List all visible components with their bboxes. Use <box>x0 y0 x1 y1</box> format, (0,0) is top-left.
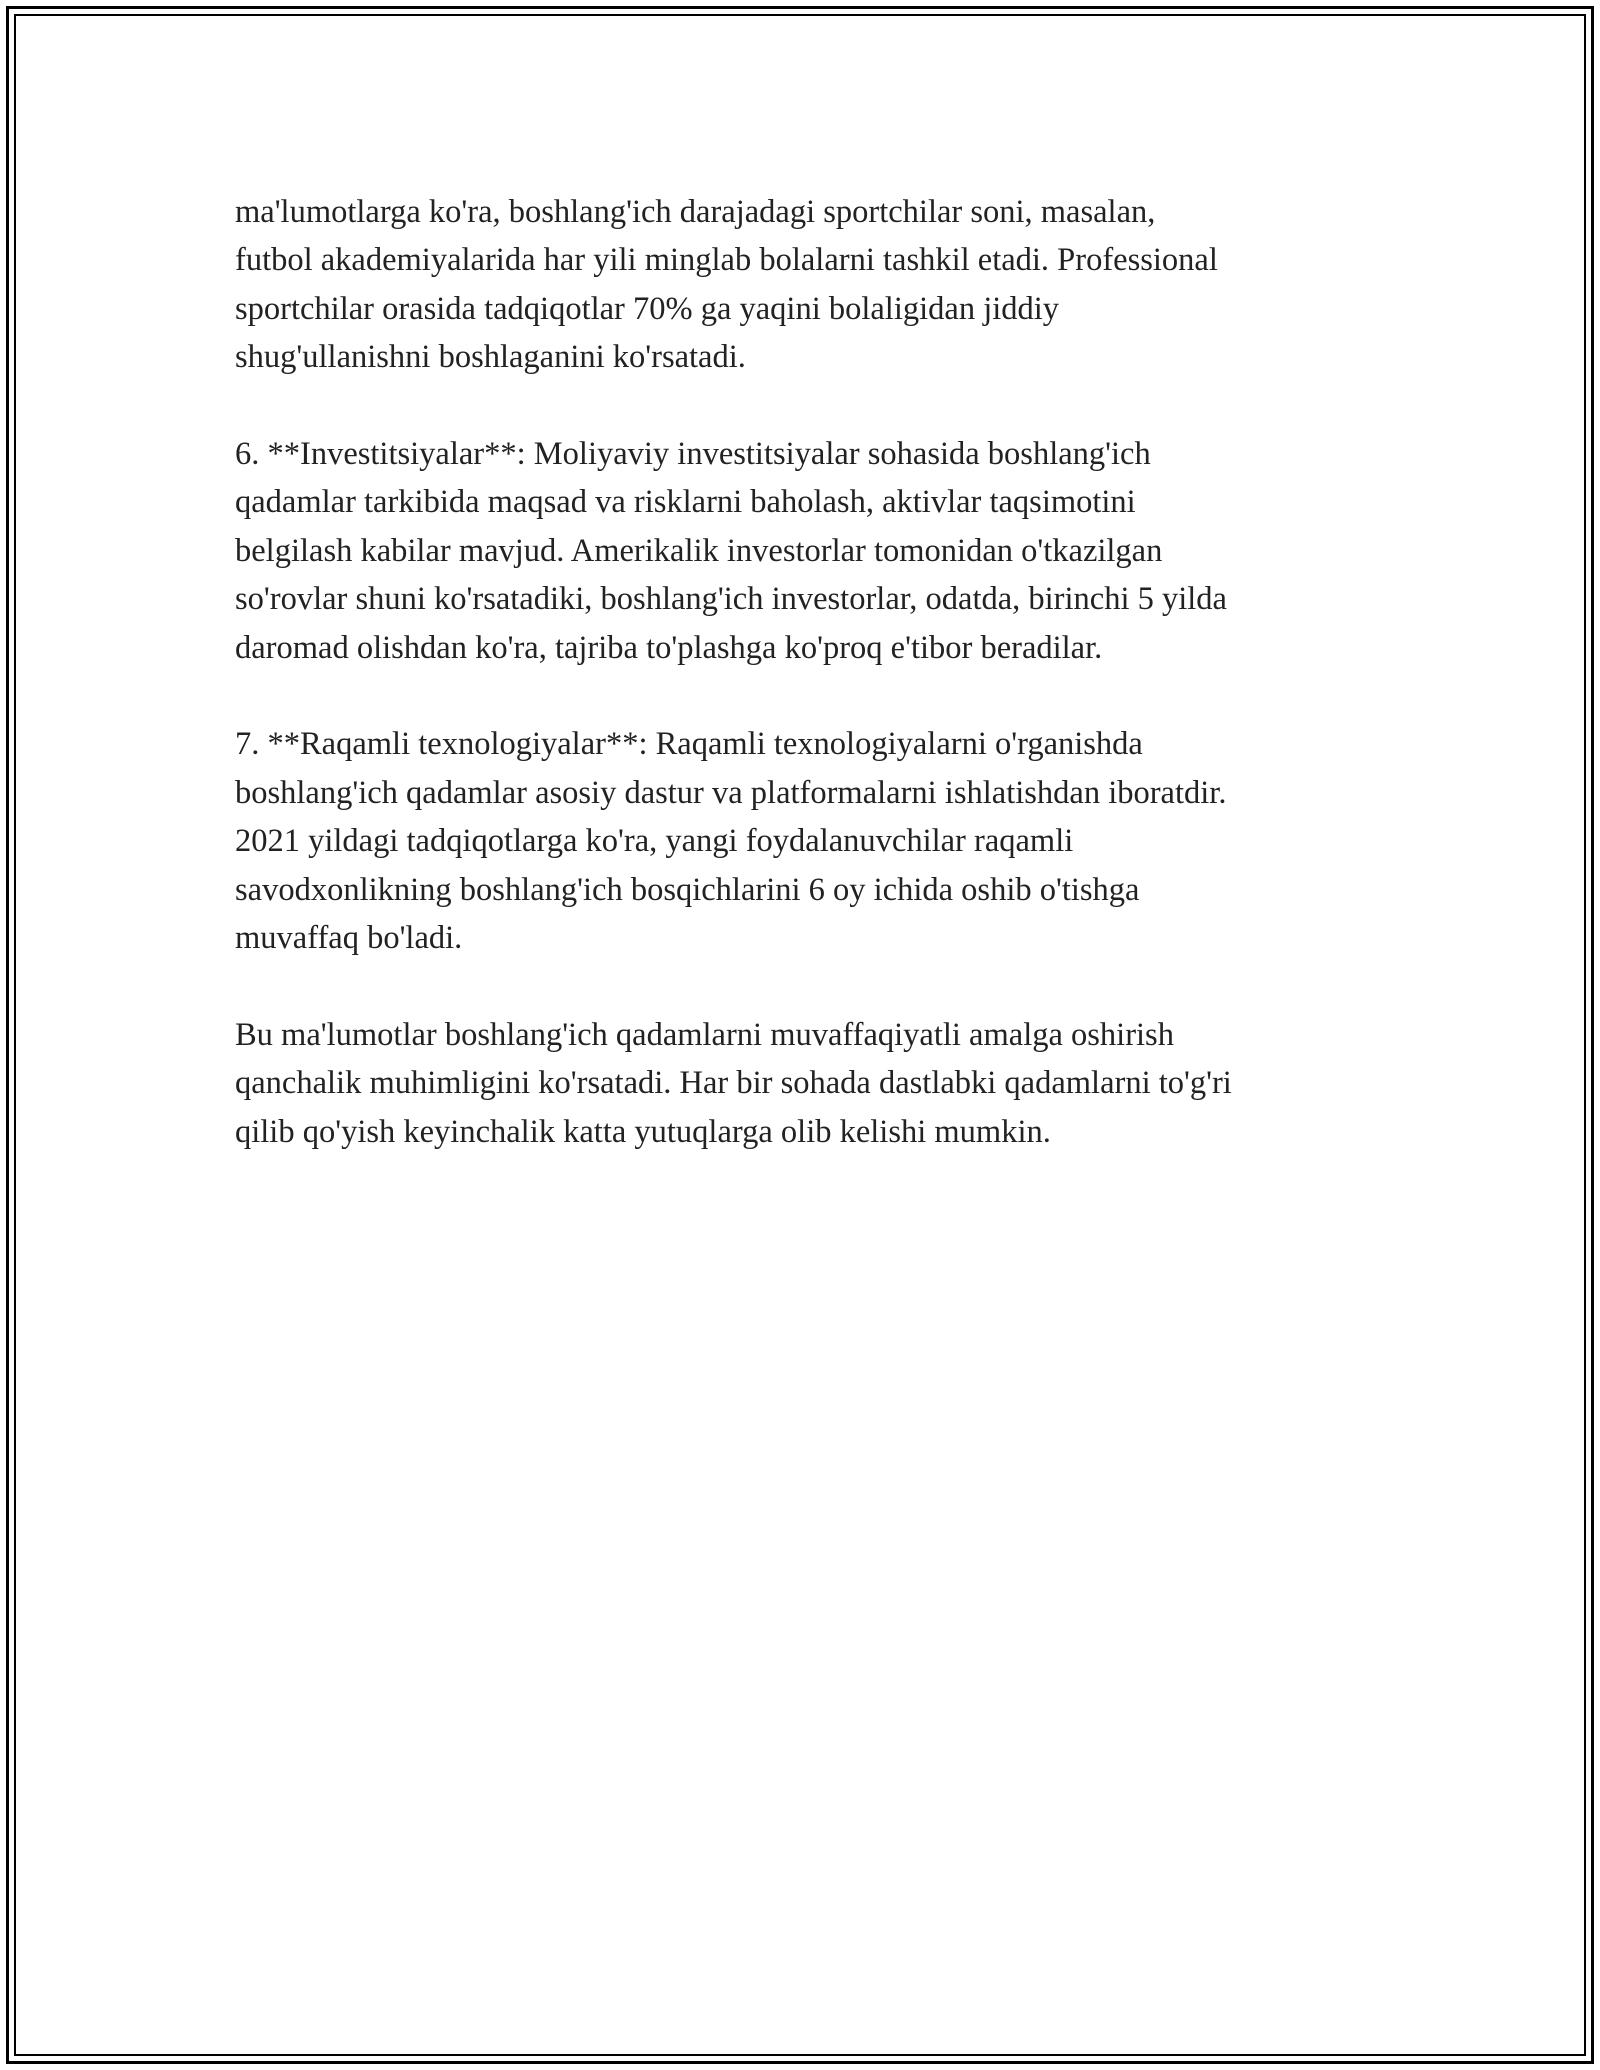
text-line: 7. **Raqamli texnologiyalar**: Raqamli texnologiyalarni o'rganishda <box>235 726 1143 763</box>
text-line: qadamlar tarkibida maqsad va risklarni baholash, aktivlar taqsimotini <box>235 484 1136 521</box>
paragraph-conclusion <box>235 1011 1385 1156</box>
text-line: qilib qo'yish keyinchalik katta yutuqlarga olib kelishi mumkin. <box>235 1113 1051 1150</box>
text-line: so'rovlar shuni ko'rsatadiki, boshlang'ich investorlar, odatda, birinchi 5 yilda <box>235 581 1227 618</box>
document-body <box>235 188 1385 1204</box>
text-line: 6. **Investitsiyalar**: Moliyaviy investitsiyalar sohasida boshlang'ich <box>235 436 1151 473</box>
text-line: qanchalik muhimligini ko'rsatadi. Har bir sohada dastlabki qadamlarni to'g'ri <box>235 1065 1232 1102</box>
text-line: muvaffaq bo'ladi. <box>235 920 463 957</box>
text-line: boshlang'ich qadamlar asosiy dastur va platformalarni ishlatishdan iboratdir. <box>235 774 1227 811</box>
text-line: savodxonlikning boshlang'ich bosqichlarini 6 oy ichida oshib o'tishga <box>235 871 1140 908</box>
text-line: daromad olishdan ko'ra, tajriba to'plashga ko'proq e'tibor beradilar. <box>235 629 1103 666</box>
text-line: futbol akademiyalarida har yili minglab bolalarni tashkil etadi. Professional <box>235 242 1218 279</box>
text-line: shug'ullanishni boshlaganini ko'rsatadi. <box>235 339 746 376</box>
paragraph-sports-continued <box>235 188 1385 382</box>
text-line: ma'lumotlarga ko'ra, boshlang'ich darajadagi sportchilar soni, masalan, <box>235 194 1156 230</box>
text-line: 2021 yildagi tadqiqotlarga ko'ra, yangi foydalanuvchilar raqamli <box>235 823 1074 860</box>
text-line: sportchilar orasida tadqiqotlar 70% ga yaqini bolaligidan jiddiy <box>235 290 1060 327</box>
text-line: belgilash kabilar mavjud. Amerikalik investorlar tomonidan o'tkazilgan <box>235 532 1163 569</box>
paragraph-investments <box>235 430 1385 672</box>
paragraph-digital-technologies <box>235 720 1385 962</box>
text-line: Bu ma'lumotlar boshlang'ich qadamlarni muvaffaqiyatli amalga oshirish <box>235 1016 1174 1053</box>
